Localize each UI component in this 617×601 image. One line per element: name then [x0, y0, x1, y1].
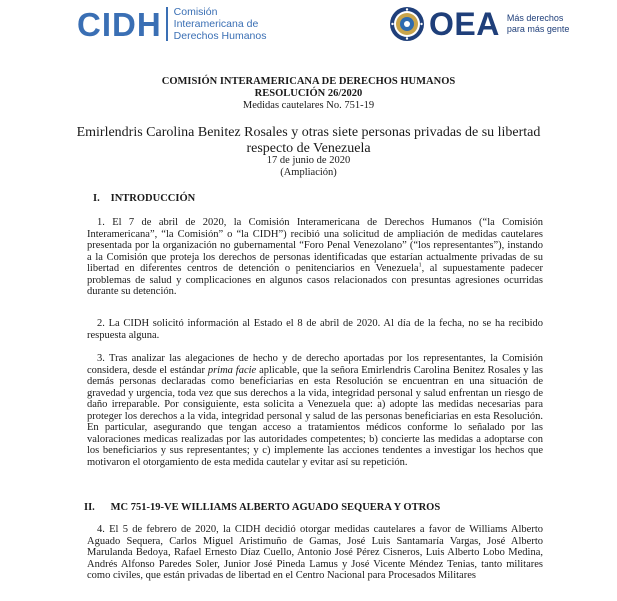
resolution-date: 17 de junio de 2020: [266, 155, 351, 166]
paragraph-1-text-rest: , al supuestamente padecer problemas de salud y complicaciones en algunos casos relacionados con presuntas agresiones ocurridas durante su detención.: [87, 263, 543, 297]
paragraph-3-text: 3. Tras analizar las alegaciones de hecho y de derecho aportadas por los representantes, la Comisión considera, desde el estándar: [87, 353, 543, 376]
subject-line-2: respecto de Venezuela: [246, 141, 371, 156]
cidh-logo-line2: Interamericana de: [173, 18, 259, 30]
oea-tagline-line2: para más gente: [506, 24, 570, 34]
oea-seal-icon: [389, 6, 425, 42]
cidh-logo-divider: [166, 7, 168, 41]
paragraph-1-text: 1. El 7 de abril de 2020, la Comisión Interamericana de Derechos Humanos (“la Comisión Interamericana”, “la Comisión” o “la CIDH”) recibió una solicitud de ampliación de medidas cautelares presentada por la organización no gubernamental “Foro Penal Venezolano” (“los representantes”), instando a la Comisión que proteja los derechos de personas identificadas que estarían actualmente privadas de su libertad en diferentes centros de detención o penitenciarios en Venezuela: [87, 217, 543, 274]
section-heading-introduccion: [93, 193, 195, 205]
oea-tagline-line1: Más derechos: [506, 13, 564, 23]
cidh-logo-word: CIDH: [77, 5, 162, 43]
subject-line-1: Emirlendris Carolina Benitez Rosales y otras siete personas privadas de su libertad: [76, 125, 541, 140]
paragraph-3-text-end: aplicable, que la señora Emirlendris Carolina Benitez Rosales y las demás personas declaradas como beneficiarias en esta Resolución se encuentran en una situación de gravedad y urgencia, toda vez que sus derechos a la vida, integridad personal y salud enfrentan un riesgo de daño irreparable. Por consiguiente, esta solicita a Venezuela que: a) adopte las medidas necesarias para proteger los derechos a la vida, integridad personal y salud de las personas beneficiarias en esta Resolución. En particular, asegurando que tengan acceso a tratamientos médicos conforme lo señalado por las valoraciones medicas realizadas por las autoridades competentes; b) concierte las medidas a adoptarse con los beneficiarios y sus representantes; y c) implemente las acciones tendentes a investigar los hechos que motivaron el otorgamiento de esta medida cautelar y evitar así su repetición.: [87, 364, 543, 468]
paragraph-4: 4. El 5 de febrero de 2020, la CIDH decidió otorgar medidas cautelares a favor de Williams Alberto Aguado Sequera, Carlos Miguel Aristimuño de Gamas, José Luis Santamaría Vargas, José Alberto Marulanda Bedoya, Rafael Ernesto Díaz Cuello, Antonio José Pérez Cisneros, Luis Alberto Lobo Medina, Andrés Alfonso Paredes Soler, Junior José Pineda Lamus y José Vicente Méndez Tenias, tanto militares como civiles, que están privadas de libertad en el Centro Nacional para Procesados Militares: [87, 524, 543, 581]
paragraph-3-italic: prima facie: [207, 364, 257, 376]
oea-logo-word: OEA: [429, 6, 500, 42]
cidh-logo-subtitle: [174, 6, 267, 42]
resolution-note: (Ampliación): [280, 167, 337, 178]
footnote-marker[interactable]: 1: [418, 262, 422, 269]
paragraph-2: 2. La CIDH solicitó información al Estado el 8 de abril de 2020. Al día de la fecha, no se ha recibido respuesta alguna.: [87, 318, 543, 341]
paragraph-3: [87, 353, 543, 468]
oea-logo: [389, 2, 569, 46]
oea-logo-tagline: [507, 13, 570, 35]
section-number: I.: [93, 193, 100, 204]
commission-title: COMISIÓN INTERAMERICANA DE DERECHOS HUMANOS: [161, 76, 456, 87]
measures-number: Medidas cautelares No. 751-19: [242, 100, 375, 111]
section-title: INTRODUCCIÓN: [110, 193, 196, 204]
cidh-logo-line3: Derechos Humanos: [173, 30, 267, 42]
section-heading-mc-751-19: [84, 502, 440, 514]
section-title: MC 751-19-VE WILLIAMS ALBERTO AGUADO SEQUERA Y OTROS: [110, 502, 441, 513]
paragraph-1: [87, 217, 543, 298]
resolution-number: RESOLUCIÓN 26/2020: [254, 88, 363, 99]
section-number: II.: [84, 502, 95, 513]
cidh-logo: [77, 4, 266, 44]
cidh-logo-line1: Comisión: [173, 6, 218, 18]
